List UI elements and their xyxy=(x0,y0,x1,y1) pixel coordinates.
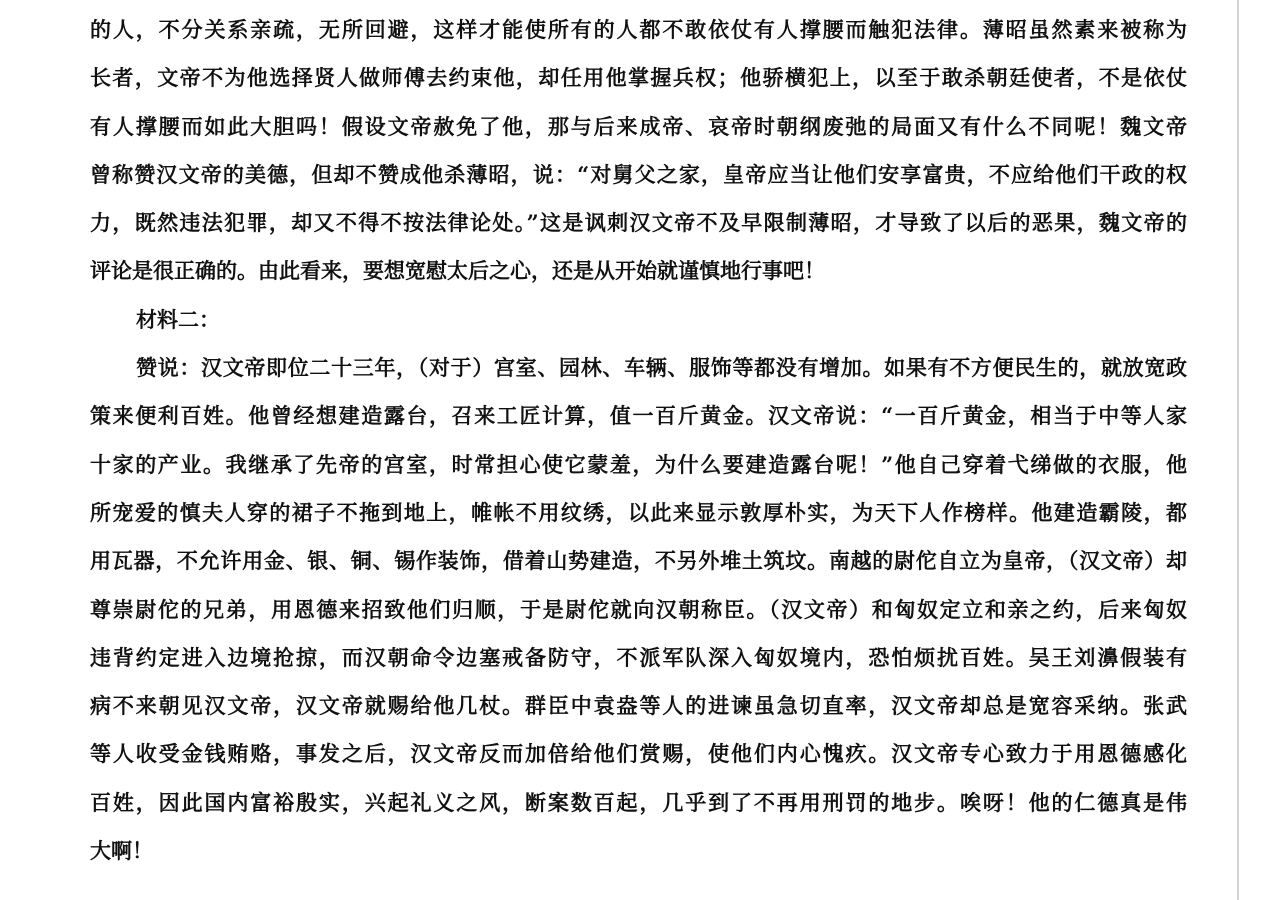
text-line: 大啊！ xyxy=(90,838,153,864)
text-line: 违背约定进入边境抢掠，而汉朝命令边塞戒备防守，不派军队深入匈奴境内，恐怕烦扰百姓。吴王刘濞假装有 xyxy=(90,644,1187,670)
text-line: 用瓦器，不允许用金、银、铜、锡作装饰，借着山势建造，不另外堆土筑坟。南越的尉佗自立为皇帝，（汉文帝）却 xyxy=(90,548,1187,574)
text-line: 所宠爱的慎夫人穿的裙子不拖到地上，帷帐不用纹绣，以此来显示敦厚朴实，为天下人作榜样。他建造霸陵，都 xyxy=(90,499,1187,525)
text-line: 力，既然违法犯罪，却又不得不按法律论处。”这是讽刺汉文帝不及早限制薄昭，才导致了以后的恶果，魏文帝的 xyxy=(90,210,1187,236)
viewer-gutter xyxy=(1239,0,1273,900)
text-line: 尊崇尉佗的兄弟，用恩德来招致他们归顺，于是尉佗就向汉朝称臣。（汉文帝）和匈奴定立和亲之约，后来匈奴 xyxy=(90,596,1187,622)
text-line: 等人收受金钱贿赂，事发之后，汉文帝反而加倍给他们赏赐，使他们内心愧疚。汉文帝专心致力于用恩德感化 xyxy=(90,741,1187,767)
text-line: 策来便利百姓。他曾经想建造露台，召来工匠计算，值一百斤黄金。汉文帝说：“一百斤黄金，相当于中等人家 xyxy=(90,403,1187,429)
section-heading: 材料二： xyxy=(136,306,220,332)
text-line: 赞说：汉文帝即位二十三年，（对于）宫室、园林、车辆、服饰等都没有增加。如果有不方便民生的，就放宽政 xyxy=(136,355,1187,381)
text-line: 的人，不分关系亲疏，无所回避，这样才能使所有的人都不敢依仗有人撑腰而触犯法律。薄昭虽然素来被称为 xyxy=(90,17,1187,42)
text-line: 十家的产业。我继承了先帝的宫室，时常担心使它蒙羞，为什么要建造露台呢！”他自己穿着弋绨做的衣服，他 xyxy=(90,451,1187,477)
document-body xyxy=(90,6,1187,875)
text-line: 曾称赞汉文帝的美德，但却不赞成他杀薄昭，说：“对舅父之家，皇帝应当让他们安享富贵，不应给他们干政的权 xyxy=(90,161,1187,187)
text-line: 百姓，因此国内富裕殷实，兴起礼义之风，断案数百起，几乎到了不再用刑罚的地步。唉呀！他的仁德真是伟 xyxy=(90,789,1187,815)
text-line: 评论是很正确的。由此看来，要想宽慰太后之心，还是从开始就谨慎地行事吧！ xyxy=(90,258,825,284)
text-line: 病不来朝见汉文帝，汉文帝就赐给他几杖。群臣中袁盎等人的进谏虽急切直率，汉文帝却总是宽容采纳。张武 xyxy=(90,693,1187,719)
text-line: 有人撑腰而如此大胆吗！假设文帝赦免了他，那与后来成帝、哀帝时朝纲废弛的局面又有什么不同呢！魏文帝 xyxy=(90,113,1187,139)
text-line: 长者，文帝不为他选择贤人做师傅去约束他，却任用他掌握兵权；他骄横犯上，以至于敢杀朝廷使者，不是依仗 xyxy=(90,65,1187,91)
